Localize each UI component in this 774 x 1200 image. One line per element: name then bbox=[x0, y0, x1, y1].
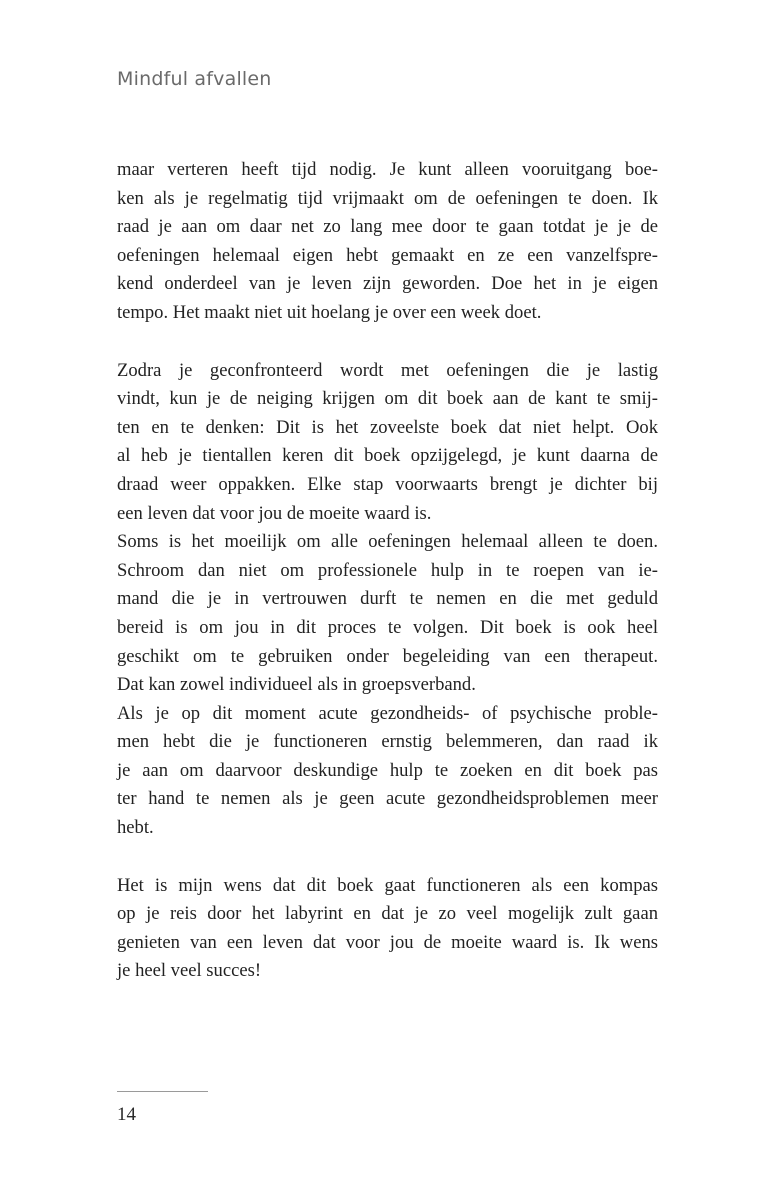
text-line: maar verteren heeft tijd nodig. Je kunt alleen vooruitgang boe- bbox=[117, 159, 658, 180]
text-line: kend onderdeel van je leven zijn geworden. Doe het in je eigen bbox=[117, 273, 658, 295]
text-line: ken als je regelmatig tijd vrijmaakt om de oefeningen te doen. Ik bbox=[117, 187, 658, 209]
text-line: Schroom dan niet om professionele hulp in te roepen van ie- bbox=[117, 559, 658, 581]
paragraph-spacer bbox=[117, 843, 658, 872]
text-line: een leven dat voor jou de moeite waard is. bbox=[117, 502, 432, 524]
footer-rule bbox=[117, 1091, 208, 1092]
body-text bbox=[117, 156, 658, 986]
text-line: Als je op dit moment acute gezondheids- of psychische proble- bbox=[117, 702, 658, 724]
text-line: Zodra je geconfronteerd wordt met oefeningen die je lastig bbox=[117, 359, 658, 381]
paragraph bbox=[117, 872, 658, 986]
paragraph bbox=[117, 700, 658, 843]
text-line: je heel veel succes! bbox=[117, 960, 262, 982]
paragraph-spacer bbox=[117, 328, 658, 357]
text-line: raad je aan om daar net zo lang mee door te gaan totdat je je de bbox=[117, 216, 658, 238]
page-number: 14 bbox=[117, 1104, 136, 1125]
text-line: Dat kan zowel individueel als in groepsverband. bbox=[117, 674, 476, 696]
text-line: genieten van een leven dat voor jou de moeite waard is. Ik wens bbox=[117, 931, 658, 953]
text-line: geschikt om te gebruiken onder begeleiding van een therapeut. bbox=[117, 645, 658, 667]
paragraph bbox=[117, 357, 658, 529]
text-line: ten en te denken: Dit is het zoveelste boek dat niet helpt. Ook bbox=[117, 416, 658, 438]
text-line: je aan om daarvoor deskundige hulp te zoeken en dit boek pas bbox=[117, 759, 658, 781]
running-header: Mindful afvallen bbox=[117, 68, 272, 90]
text-line: hebt. bbox=[117, 817, 154, 839]
text-line: op je reis door het labyrint en dat je zo veel mogelijk zult gaan bbox=[117, 903, 658, 925]
text-line: oefeningen helemaal eigen hebt gemaakt en ze een vanzelfspre- bbox=[117, 244, 658, 266]
text-line: vindt, kun je de neiging krijgen om dit boek aan de kant te smij- bbox=[117, 388, 658, 410]
text-line: draad weer oppakken. Elke stap voorwaarts brengt je dichter bij bbox=[117, 473, 658, 495]
text-line: Het is mijn wens dat dit boek gaat functioneren als een kompas bbox=[117, 874, 658, 896]
text-line: al heb je tientallen keren dit boek opzijgelegd, je kunt daarna de bbox=[117, 445, 658, 467]
paragraph bbox=[117, 528, 658, 700]
text-line: Soms is het moeilijk om alle oefeningen helemaal alleen te doen. bbox=[117, 531, 658, 553]
text-line: mand die je in vertrouwen durft te nemen en die met geduld bbox=[117, 588, 658, 610]
text-line: tempo. Het maakt niet uit hoelang je over een week doet. bbox=[117, 301, 542, 323]
paragraph bbox=[117, 156, 658, 328]
text-line: men hebt die je functioneren ernstig belemmeren, dan raad ik bbox=[117, 731, 658, 753]
text-line: ter hand te nemen als je geen acute gezondheidsproblemen meer bbox=[117, 788, 658, 810]
text-line: bereid is om jou in dit proces te volgen. Dit boek is ook heel bbox=[117, 616, 658, 638]
